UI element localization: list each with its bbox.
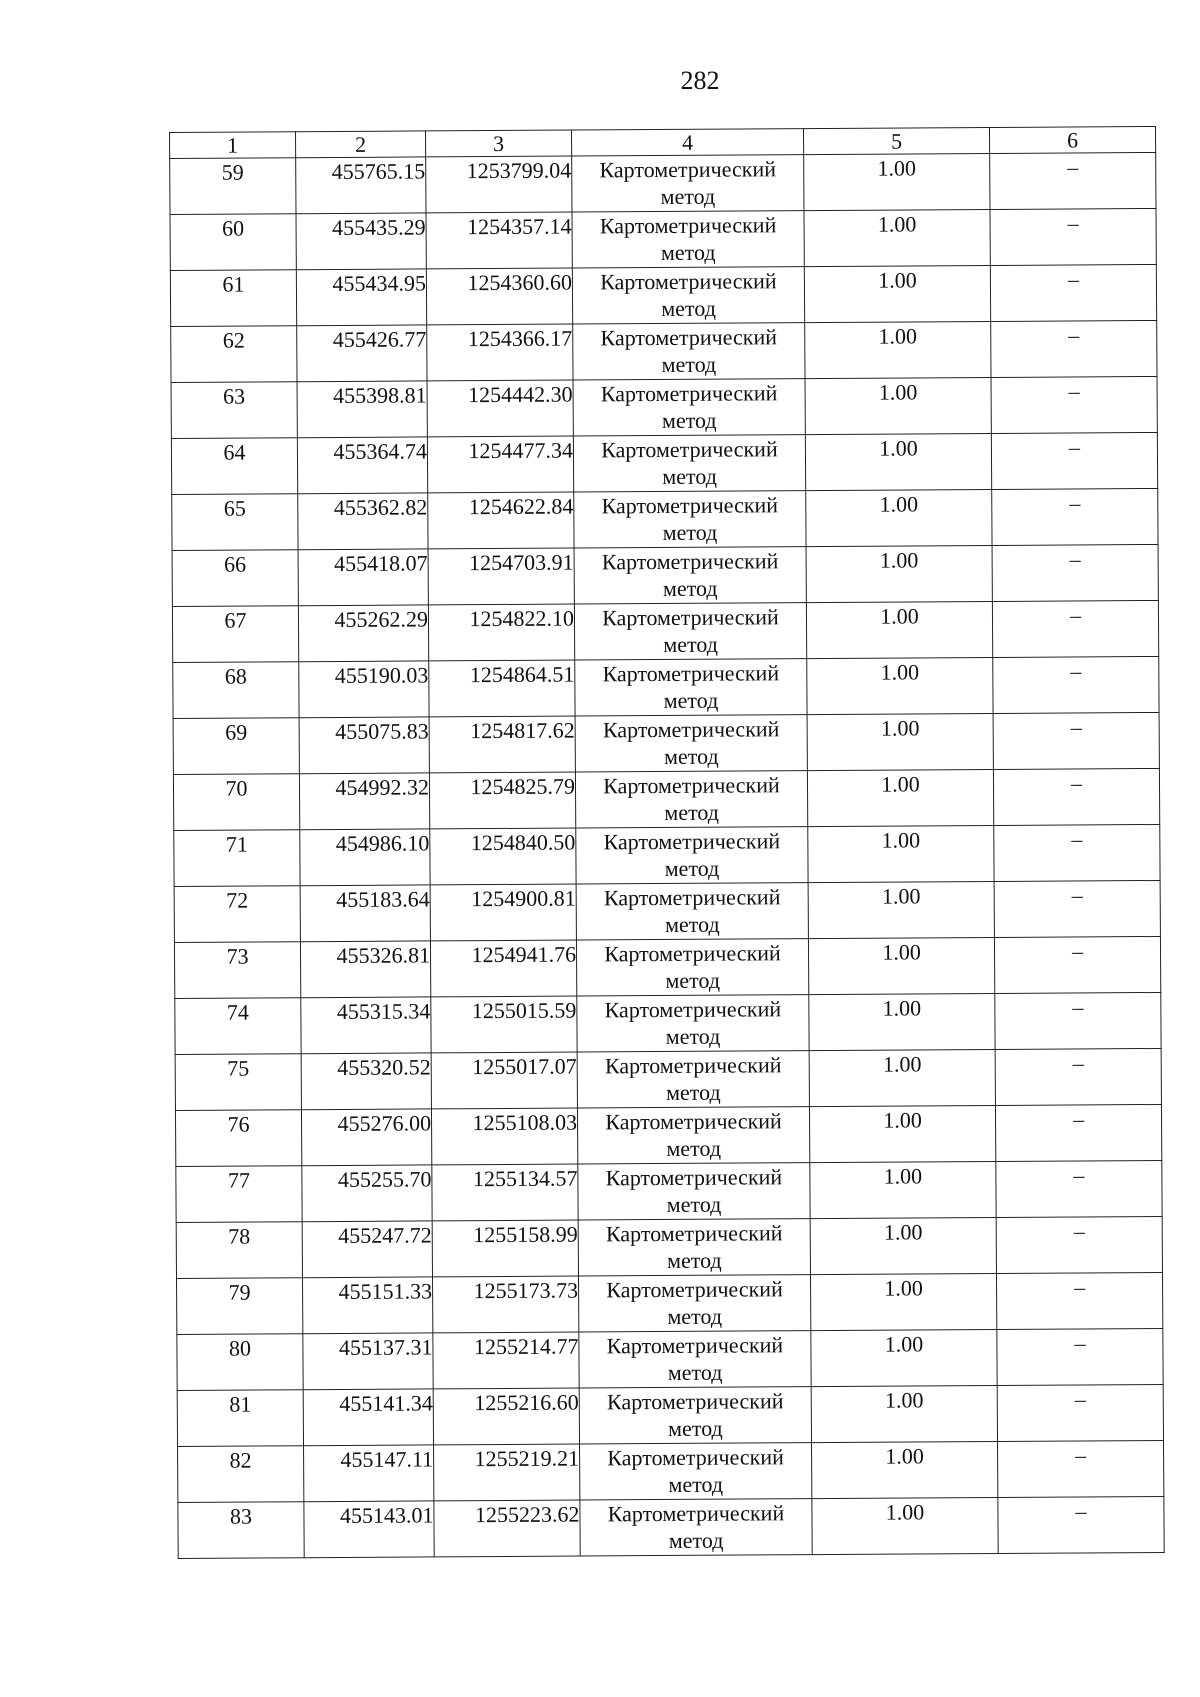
point-number-cell: 80 xyxy=(177,1334,303,1391)
y-coordinate-cell: 1254366.17 xyxy=(427,324,573,381)
table-row xyxy=(178,1496,1164,1558)
method-line-1: Картометрический xyxy=(604,940,781,967)
y-coordinate-cell: 1254840.50 xyxy=(430,828,576,885)
table-row xyxy=(170,208,1156,270)
note-cell: – xyxy=(992,488,1158,545)
point-number-cell: 73 xyxy=(174,942,300,999)
method-line-2: метод xyxy=(665,1023,721,1049)
point-number-cell: 64 xyxy=(171,438,297,495)
point-number-cell: 79 xyxy=(177,1278,303,1335)
note-cell: – xyxy=(991,432,1157,489)
x-coordinate-cell: 455151.33 xyxy=(303,1277,433,1334)
method-cell xyxy=(572,267,804,324)
table-row xyxy=(176,1160,1162,1222)
table-row xyxy=(176,1216,1162,1278)
method-cell xyxy=(577,1051,809,1108)
method-cell xyxy=(572,211,804,268)
precision-cell: 1.00 xyxy=(809,1049,995,1106)
table-row xyxy=(177,1328,1163,1390)
table-body xyxy=(170,152,1165,1558)
method-line-2: метод xyxy=(666,1191,722,1217)
x-coordinate-cell: 454992.32 xyxy=(299,773,429,830)
point-number-cell: 82 xyxy=(178,1446,304,1503)
method-line-2: метод xyxy=(667,1247,722,1273)
point-number-cell: 76 xyxy=(175,1110,301,1167)
method-line-1: Картометрический xyxy=(606,1276,783,1303)
note-cell: – xyxy=(994,880,1160,937)
method-line-1: Картометрический xyxy=(605,1164,783,1191)
precision-cell: 1.00 xyxy=(807,657,993,714)
page-number: 282 xyxy=(680,66,720,95)
method-line-2: метод xyxy=(662,575,718,601)
y-coordinate-cell: 1255223.62 xyxy=(434,1500,580,1557)
table-row xyxy=(174,936,1160,998)
x-coordinate-cell: 455137.31 xyxy=(303,1333,433,1390)
method-cell xyxy=(577,995,809,1052)
point-number-cell: 78 xyxy=(176,1222,302,1279)
note-cell: – xyxy=(990,208,1156,265)
method-line-2: метод xyxy=(662,519,718,545)
x-coordinate-cell: 455247.72 xyxy=(302,1221,432,1278)
x-coordinate-cell: 455362.82 xyxy=(298,493,428,550)
precision-cell: 1.00 xyxy=(807,769,993,826)
method-line-2: метод xyxy=(660,183,716,209)
method-line-2: метод xyxy=(663,687,719,713)
method-line-2: метод xyxy=(664,799,720,825)
y-coordinate-cell: 1254703.91 xyxy=(428,548,574,605)
method-line-1: Картометрический xyxy=(600,268,777,295)
point-number-cell: 66 xyxy=(172,550,298,607)
point-number-cell: 70 xyxy=(173,774,299,831)
method-line-2: метод xyxy=(664,855,720,881)
column-header: 6 xyxy=(989,126,1155,153)
method-cell xyxy=(573,435,805,492)
y-coordinate-cell: 1254357.14 xyxy=(426,212,572,269)
point-number-cell: 59 xyxy=(170,158,296,215)
table-row xyxy=(173,768,1159,830)
table-row xyxy=(175,1104,1161,1166)
method-line-2: метод xyxy=(661,407,717,433)
precision-cell: 1.00 xyxy=(812,1497,998,1554)
x-coordinate-cell: 455255.70 xyxy=(302,1165,432,1222)
y-coordinate-cell: 1255216.60 xyxy=(433,1388,579,1445)
method-cell xyxy=(580,1499,812,1556)
y-coordinate-cell: 1255214.77 xyxy=(433,1332,579,1389)
x-coordinate-cell: 455143.01 xyxy=(304,1501,434,1558)
note-cell: – xyxy=(995,1104,1161,1161)
method-line-1: Картометрический xyxy=(604,996,782,1023)
point-number-cell: 81 xyxy=(177,1390,303,1447)
y-coordinate-cell: 1254825.79 xyxy=(429,772,575,829)
precision-cell: 1.00 xyxy=(806,489,992,546)
precision-cell: 1.00 xyxy=(811,1385,997,1442)
method-line-1: Картометрический xyxy=(599,212,777,239)
table-row xyxy=(172,544,1158,606)
x-coordinate-cell: 455765.15 xyxy=(296,157,426,214)
method-cell xyxy=(573,379,805,436)
x-coordinate-cell: 455364.74 xyxy=(297,437,427,494)
method-line-2: метод xyxy=(666,1079,721,1105)
method-cell xyxy=(578,1275,810,1332)
note-cell: – xyxy=(993,768,1159,825)
point-number-cell: 71 xyxy=(174,830,300,887)
method-line-1: Картометрический xyxy=(602,604,779,631)
note-cell: – xyxy=(993,712,1159,769)
table-row xyxy=(171,376,1157,438)
method-line-2: метод xyxy=(665,967,721,993)
x-coordinate-cell: 455262.29 xyxy=(298,605,428,662)
table-row xyxy=(174,824,1160,886)
precision-cell: 1.00 xyxy=(805,433,991,490)
table-row xyxy=(175,1048,1161,1110)
method-cell xyxy=(572,155,804,212)
precision-cell: 1.00 xyxy=(806,545,992,602)
x-coordinate-cell: 455398.81 xyxy=(297,381,427,438)
precision-cell: 1.00 xyxy=(810,1161,996,1218)
x-coordinate-cell: 455141.34 xyxy=(303,1389,433,1446)
point-number-cell: 69 xyxy=(173,718,299,775)
table-row xyxy=(177,1272,1163,1334)
precision-cell: 1.00 xyxy=(808,825,994,882)
method-line-2: метод xyxy=(668,1415,723,1441)
method-line-1: Картометрический xyxy=(602,716,780,743)
method-line-2: метод xyxy=(663,743,719,769)
x-coordinate-cell: 455147.11 xyxy=(304,1445,434,1502)
y-coordinate-cell: 1254442.30 xyxy=(427,380,573,437)
method-cell xyxy=(576,827,808,884)
x-coordinate-cell: 455075.83 xyxy=(299,717,429,774)
note-cell: – xyxy=(998,1496,1164,1553)
precision-cell: 1.00 xyxy=(809,1105,995,1162)
method-line-1: Картометрический xyxy=(600,380,778,407)
method-line-1: Картометрический xyxy=(603,772,780,799)
column-header: 3 xyxy=(425,130,571,157)
table-row xyxy=(171,432,1157,494)
table-row xyxy=(173,712,1159,774)
method-cell xyxy=(578,1219,810,1276)
x-coordinate-cell: 455190.03 xyxy=(299,661,429,718)
x-coordinate-cell: 455418.07 xyxy=(298,549,428,606)
point-number-cell: 72 xyxy=(174,886,300,943)
y-coordinate-cell: 1254900.81 xyxy=(430,884,576,941)
note-cell: – xyxy=(996,1216,1162,1273)
method-line-1: Картометрический xyxy=(605,1108,782,1135)
note-cell: – xyxy=(991,376,1157,433)
note-cell: – xyxy=(992,544,1158,601)
precision-cell: 1.00 xyxy=(809,993,995,1050)
y-coordinate-cell: 1254622.84 xyxy=(428,492,574,549)
point-number-cell: 75 xyxy=(175,1054,301,1111)
method-line-2: метод xyxy=(667,1303,723,1329)
x-coordinate-cell: 455320.52 xyxy=(301,1053,431,1110)
precision-cell: 1.00 xyxy=(810,1273,996,1330)
table-row xyxy=(175,992,1161,1054)
note-cell: – xyxy=(995,992,1161,1049)
column-header: 2 xyxy=(296,131,426,158)
note-cell: – xyxy=(997,1328,1163,1385)
y-coordinate-cell: 1254864.51 xyxy=(429,660,575,717)
note-cell: – xyxy=(990,264,1156,321)
precision-cell: 1.00 xyxy=(810,1217,996,1274)
method-cell xyxy=(576,939,808,996)
point-number-cell: 60 xyxy=(170,214,296,271)
precision-cell: 1.00 xyxy=(806,601,992,658)
y-coordinate-cell: 1254817.62 xyxy=(429,716,575,773)
point-number-cell: 62 xyxy=(171,326,297,383)
method-cell xyxy=(578,1163,810,1220)
x-coordinate-cell: 455276.00 xyxy=(301,1109,431,1166)
method-cell xyxy=(579,1331,811,1388)
precision-cell: 1.00 xyxy=(811,1329,997,1386)
method-line-2: метод xyxy=(667,1359,723,1385)
y-coordinate-cell: 1255108.03 xyxy=(431,1108,577,1165)
point-number-cell: 83 xyxy=(178,1502,304,1559)
method-cell xyxy=(576,883,808,940)
method-cell xyxy=(575,771,807,828)
method-line-2: метод xyxy=(660,239,716,265)
table-row xyxy=(174,880,1160,942)
y-coordinate-cell: 1253799.04 xyxy=(426,156,572,213)
method-line-1: Картометрический xyxy=(603,884,781,911)
point-number-cell: 61 xyxy=(170,270,296,327)
note-cell: – xyxy=(994,936,1160,993)
point-number-cell: 65 xyxy=(172,494,298,551)
x-coordinate-cell: 455315.34 xyxy=(301,997,431,1054)
method-line-2: метод xyxy=(662,463,717,489)
y-coordinate-cell: 1254822.10 xyxy=(428,604,574,661)
x-coordinate-cell: 455434.95 xyxy=(296,269,426,326)
method-cell xyxy=(574,547,806,604)
table-row xyxy=(170,264,1156,326)
table-row xyxy=(177,1384,1163,1446)
precision-cell: 1.00 xyxy=(804,209,990,266)
point-number-cell: 74 xyxy=(175,998,301,1055)
note-cell: – xyxy=(996,1160,1162,1217)
y-coordinate-cell: 1255173.73 xyxy=(432,1276,578,1333)
method-line-1: Картометрический xyxy=(600,324,778,351)
method-line-2: метод xyxy=(661,351,717,377)
method-line-2: метод xyxy=(664,911,720,937)
note-cell: – xyxy=(994,824,1160,881)
x-coordinate-cell: 455426.77 xyxy=(297,325,427,382)
method-line-2: метод xyxy=(666,1135,722,1161)
method-line-1: Картометрический xyxy=(602,660,780,687)
y-coordinate-cell: 1255015.59 xyxy=(431,996,577,1053)
method-cell xyxy=(574,491,806,548)
method-line-2: метод xyxy=(668,1471,724,1497)
method-cell xyxy=(575,659,807,716)
point-number-cell: 63 xyxy=(171,382,297,439)
precision-cell: 1.00 xyxy=(812,1441,998,1498)
method-line-1: Картометрический xyxy=(605,1220,783,1247)
method-line-2: метод xyxy=(663,631,718,657)
method-line-1: Картометрический xyxy=(607,1444,784,1471)
note-cell: – xyxy=(996,1272,1162,1329)
table-row xyxy=(172,488,1158,550)
method-line-1: Картометрический xyxy=(601,436,778,463)
note-cell: – xyxy=(997,1384,1163,1441)
table-row xyxy=(173,656,1159,718)
x-coordinate-cell: 455435.29 xyxy=(296,213,426,270)
x-coordinate-cell: 455326.81 xyxy=(300,941,430,998)
y-coordinate-cell: 1255158.99 xyxy=(432,1220,578,1277)
note-cell: – xyxy=(990,152,1156,209)
note-cell: – xyxy=(992,600,1158,657)
method-line-2: метод xyxy=(661,295,716,321)
method-line-2: метод xyxy=(668,1527,724,1553)
method-cell xyxy=(574,603,806,660)
x-coordinate-cell: 454986.10 xyxy=(300,829,430,886)
precision-cell: 1.00 xyxy=(807,713,993,770)
method-line-1: Картометрический xyxy=(606,1388,784,1415)
method-line-1: Картометрический xyxy=(599,156,777,183)
method-line-1: Картометрический xyxy=(601,548,779,575)
precision-cell: 1.00 xyxy=(804,153,990,210)
y-coordinate-cell: 1254477.34 xyxy=(427,436,573,493)
column-header: 4 xyxy=(571,129,803,156)
precision-cell: 1.00 xyxy=(805,321,991,378)
y-coordinate-cell: 1254941.76 xyxy=(430,940,576,997)
point-number-cell: 77 xyxy=(176,1166,302,1223)
method-line-1: Картометрический xyxy=(604,1052,782,1079)
table-row xyxy=(170,152,1156,214)
x-coordinate-cell: 455183.64 xyxy=(300,885,430,942)
y-coordinate-cell: 1255219.21 xyxy=(434,1444,580,1501)
y-coordinate-cell: 1254360.60 xyxy=(426,268,572,325)
method-line-1: Картометрический xyxy=(603,828,781,855)
method-line-1: Картометрический xyxy=(607,1500,785,1527)
method-line-1: Картометрический xyxy=(606,1332,784,1359)
precision-cell: 1.00 xyxy=(805,377,991,434)
method-line-1: Картометрический xyxy=(601,492,779,519)
method-cell xyxy=(580,1443,812,1500)
method-cell xyxy=(579,1387,811,1444)
method-cell xyxy=(575,715,807,772)
precision-cell: 1.00 xyxy=(808,881,994,938)
method-cell xyxy=(573,323,805,380)
table-row xyxy=(178,1440,1164,1502)
precision-cell: 1.00 xyxy=(808,937,994,994)
table-row xyxy=(171,320,1157,382)
column-header: 1 xyxy=(170,132,296,159)
coordinates-table xyxy=(169,126,1165,1559)
column-header: 5 xyxy=(803,127,989,154)
note-cell: – xyxy=(993,656,1159,713)
y-coordinate-cell: 1255134.57 xyxy=(432,1164,578,1221)
table-row xyxy=(172,600,1158,662)
note-cell: – xyxy=(991,320,1157,377)
note-cell: – xyxy=(995,1048,1161,1105)
note-cell: – xyxy=(998,1440,1164,1497)
precision-cell: 1.00 xyxy=(804,265,990,322)
method-cell xyxy=(577,1107,809,1164)
point-number-cell: 68 xyxy=(173,662,299,719)
point-number-cell: 67 xyxy=(172,606,298,663)
y-coordinate-cell: 1255017.07 xyxy=(431,1052,577,1109)
